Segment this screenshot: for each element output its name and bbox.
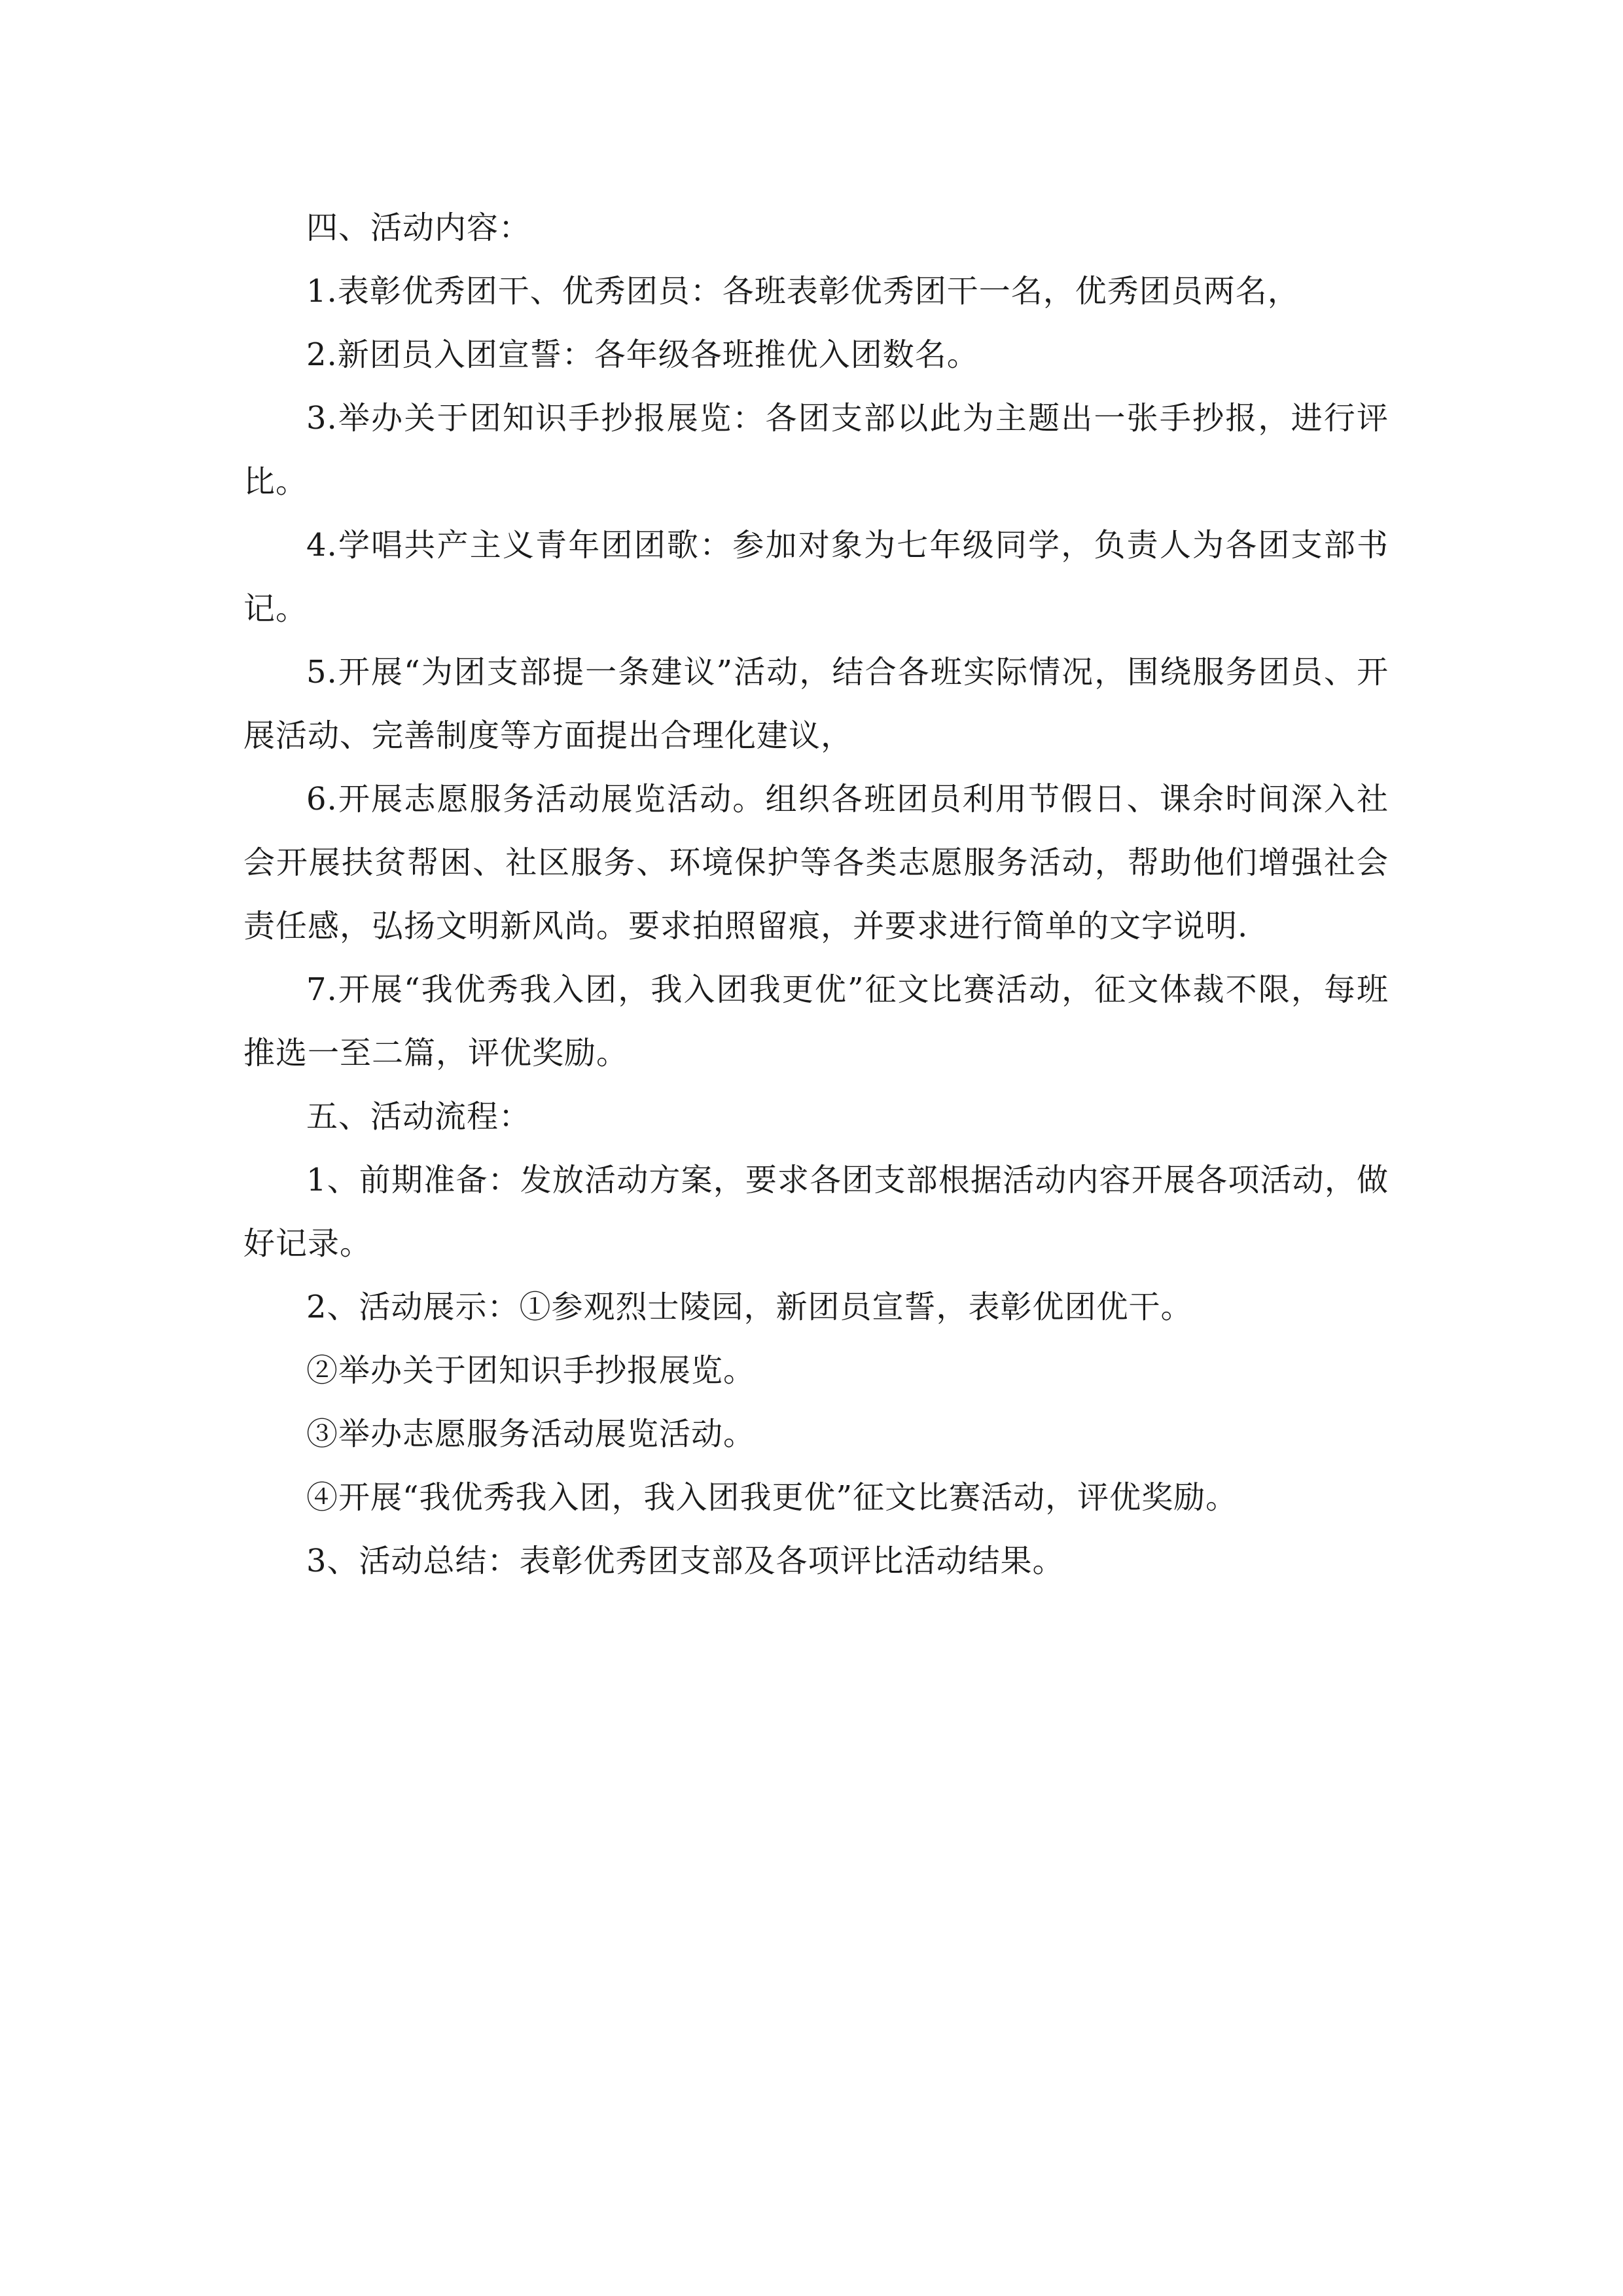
content-item-5: 5.开展“为团支部提一条建议”活动，结合各班实际情况，围绕服务团员、开展活动、完善制度等方面提出合理化建议， xyxy=(243,654,1389,754)
process-subitem-3: ③举办志愿服务活动展览活动。 xyxy=(306,1416,756,1452)
section-heading-activity-content: 四、活动内容： xyxy=(306,209,531,246)
process-subitem-2: ②举办关于团知识手抄报展览。 xyxy=(306,1352,756,1389)
content-item-6: 6.开展志愿服务活动展览活动。组织各班团员利用节假日、课余时间深入社会开展扶贫帮困、社区服务、环境保护等各类志愿服务活动，帮助他们增强社会责任感，弘扬文明新风尚。要求拍照留痕，并要求进行简单的文字说明. xyxy=(243,781,1389,944)
content-item-2: 2.新团员入团宣誓：各年级各班推优入团数名。 xyxy=(306,336,979,373)
process-item-1: 1、前期准备：发放活动方案，要求各团支部根据活动内容开展各项活动，做好记录。 xyxy=(243,1162,1389,1262)
process-item-2: 2、活动展示：①参观烈士陵园，新团员宣誓，表彰优团优干。 xyxy=(306,1289,1193,1325)
document-body xyxy=(243,196,1389,1593)
section-heading-activity-process: 五、活动流程： xyxy=(306,1098,531,1135)
process-item-3: 3、活动总结：表彰优秀团支部及各项评比活动结果。 xyxy=(306,1543,1065,1579)
content-item-7: 7.开展“我优秀我入团，我入团我更优”征文比赛活动，征文体裁不限，每班推选一至二篇，评优奖励。 xyxy=(243,971,1389,1071)
content-item-4: 4.学唱共产主义青年团团歌：参加对象为七年级同学，负责人为各团支部书记。 xyxy=(243,527,1389,627)
content-item-1: 1.表彰优秀团干、优秀团员：各班表彰优秀团干一名，优秀团员两名， xyxy=(306,273,1300,310)
content-item-3: 3.举办关于团知识手抄报展览：各团支部以此为主题出一张手抄报，进行评比。 xyxy=(243,400,1389,500)
process-subitem-4: ④开展“我优秀我入团，我入团我更优”征文比赛活动，评优奖励。 xyxy=(306,1479,1238,1516)
